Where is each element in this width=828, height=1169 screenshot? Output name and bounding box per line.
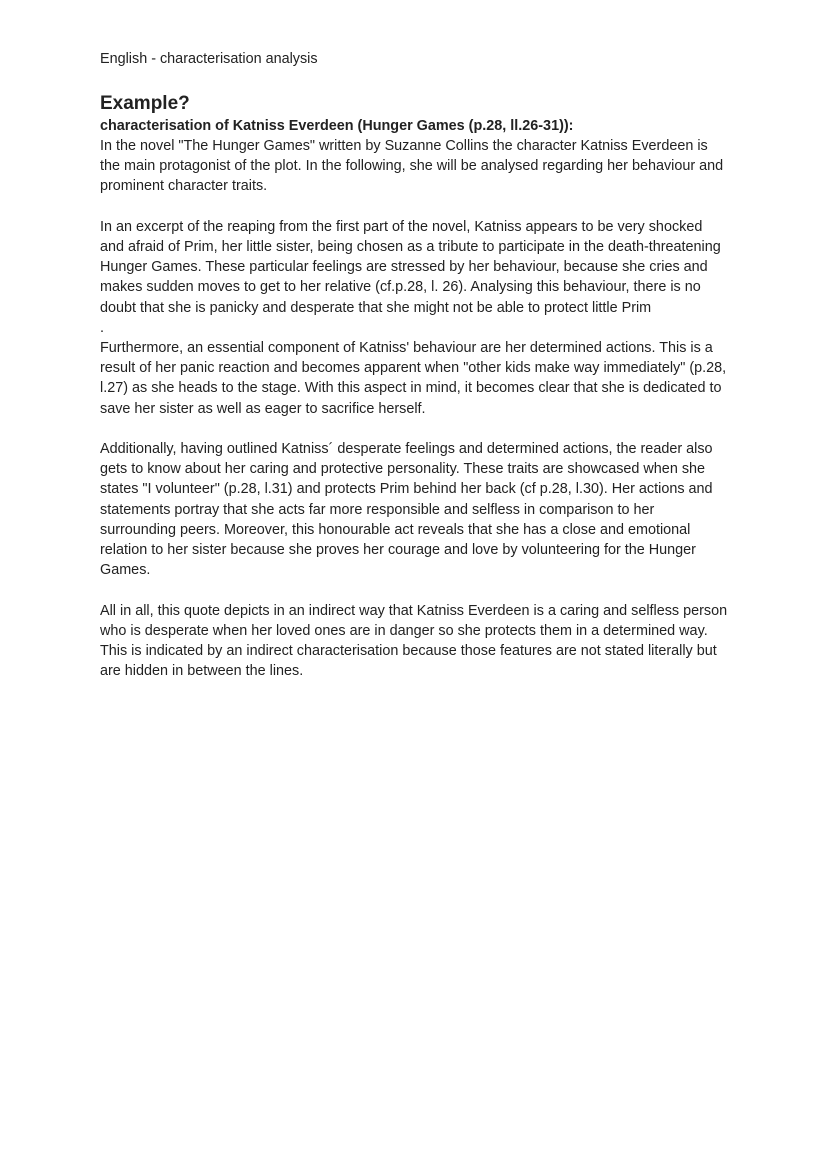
- paragraph-introduction: In the novel "The Hunger Games" written by Suzanne Collins the character Katniss Everdeen is the main protagonist of the plot. In the following, she will be analysed regarding her behaviour and prominent character traits.: [100, 138, 724, 195]
- document-header: English - characterisation analysis: [100, 51, 318, 67]
- paragraph-conclusion: All in all, this quote depicts in an indirect way that Katniss Everdeen is a caring and selfless person who is desperate when her loved ones are in danger so she protects them in a determined way. This is indicated by an indirect characterisation because those features are not stated literally but are hidden in between the lines.: [100, 602, 728, 680]
- subheading: characterisation of Katniss Everdeen (Hunger Games (p.28, ll.26-31)):: [100, 118, 574, 134]
- paragraph-actions: Furthermore, an essential component of Katniss' behaviour are her determined actions. This is a result of her panic reaction and becomes apparent when "other kids make way immediately" (p.28, l.27) as she heads to the stage. With this aspect in mind, it becomes clear that she is dedicated to save her sister as well as eager to sacrifice herself.: [100, 340, 727, 417]
- document-body: [100, 49, 730, 681]
- stray-period: .: [100, 319, 104, 336]
- paragraph-personality: Additionally, having outlined Katniss´ desperate feelings and determined actions, the reader also gets to know about her caring and protective personality. These traits are showcased when she states "I volunteer" (p.28, l.31) and protects Prim behind her back (cf p.28, l.30). Her actions and statements portray that she acts far more responsible and selfless in comparison to her surrounding peers. Moreover, this honourable act reveals that she has a close and emotional relation to her sister because she proves her courage and love by volunteering for the Hunger Games.: [100, 441, 713, 579]
- section-title: Example?: [100, 93, 190, 114]
- paragraph-feelings: In an excerpt of the reaping from the first part of the novel, Katniss appears to be very shocked and afraid of Prim, her little sister, being chosen as a tribute to participate in the death-threatening Hunger Games. These particular feelings are stressed by her behaviour, because she cries and makes sudden moves to get to her relative (cf.p.28, l. 26). Analysing this behaviour, there is no doubt that she is panicky and desperate that she might not be able to protect little Prim: [100, 218, 721, 316]
